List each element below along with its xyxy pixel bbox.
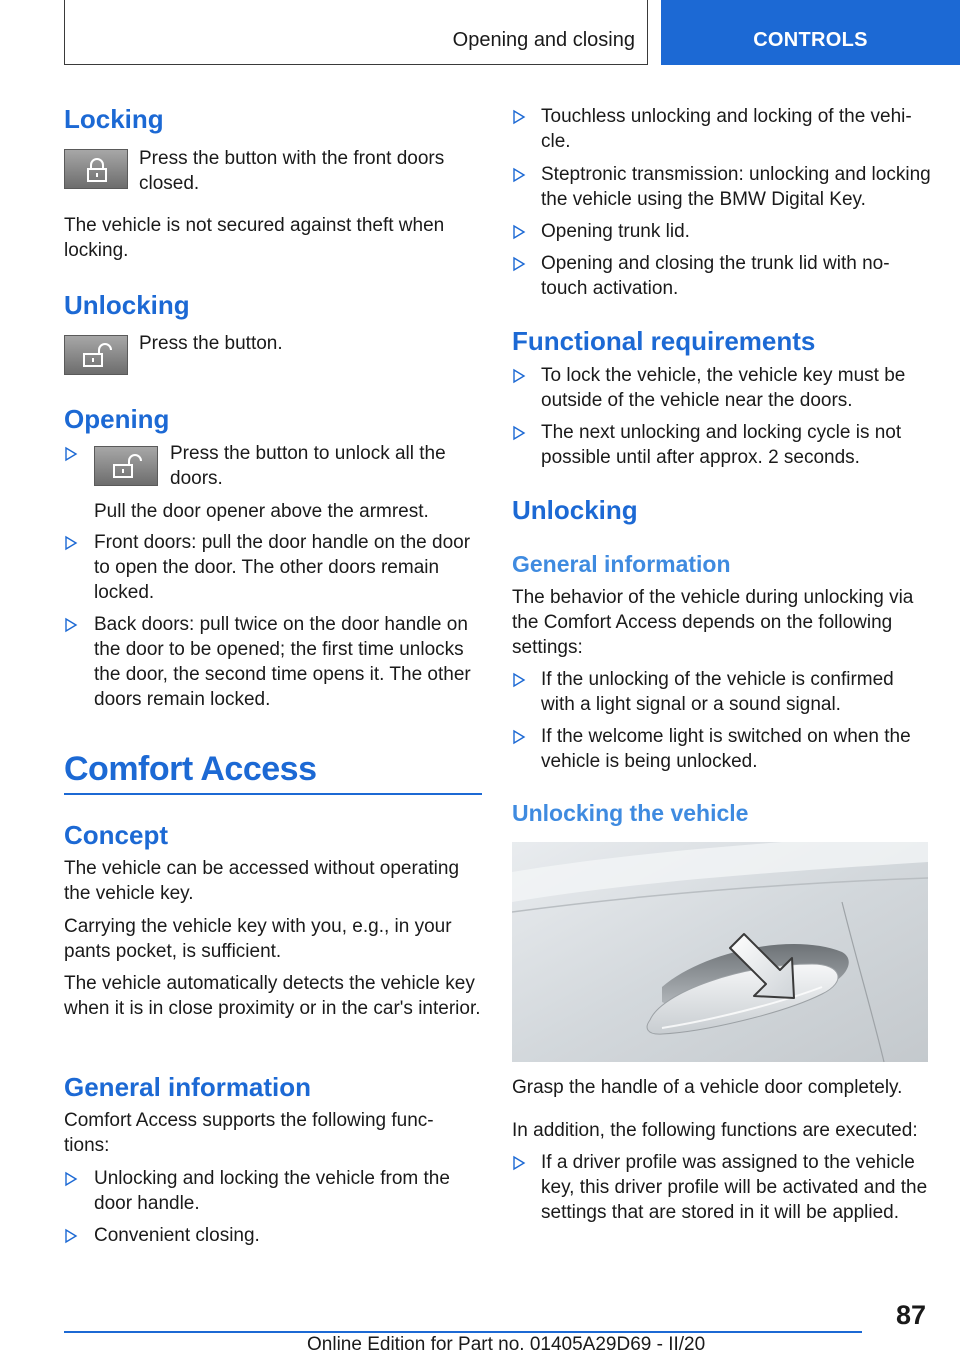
lock-icon bbox=[65, 150, 129, 190]
list-item: If the unlocking of the vehicle is confirmed with a light signal or a sound signal. bbox=[541, 669, 894, 715]
list-item: Convenient closing. bbox=[94, 1225, 260, 1246]
general-information-heading: General information bbox=[64, 1072, 312, 1102]
addition-text: In addition, the following functions are executed: bbox=[512, 1120, 918, 1141]
list-item: Back doors: pull twice on the door handle on the door to be opened; the first time unlocks the door, the second time opens it. The other doors remain locked. bbox=[94, 614, 471, 710]
locking-button-text: Press the button with the front doors closed. bbox=[139, 148, 445, 194]
unlocking-button-text: Press the button. bbox=[139, 333, 283, 354]
list-item: Opening and closing the trunk lid with no-touch activation. bbox=[541, 253, 890, 299]
bullet-icon bbox=[512, 109, 526, 125]
concept-heading: Concept bbox=[64, 820, 168, 850]
bullet-icon bbox=[64, 446, 78, 462]
unlocking-heading: Unlocking bbox=[64, 290, 190, 320]
general-intro: Comfort Access supports the following functions: bbox=[64, 1110, 434, 1156]
unlock-icon bbox=[95, 447, 159, 487]
bullet-icon bbox=[512, 368, 526, 384]
concept-paragraph: The vehicle can be accessed without operating the vehicle key. bbox=[64, 858, 460, 904]
bullet-icon bbox=[512, 425, 526, 441]
header-tab-controls[interactable] bbox=[661, 0, 960, 65]
bullet-icon bbox=[64, 535, 78, 551]
unlock-button-image bbox=[94, 446, 158, 486]
header-tab-label: CONTROLS bbox=[753, 29, 868, 51]
unlock-icon bbox=[65, 336, 129, 376]
general-information-subheading: General information bbox=[512, 551, 731, 577]
list-item: Unlocking and locking the vehicle from the door handle. bbox=[94, 1168, 450, 1214]
comfort-access-heading: Comfort Access bbox=[64, 750, 317, 788]
footer-edition: Online Edition for Part no. 01405A29D69 - II/20 bbox=[307, 1334, 706, 1355]
concept-paragraph: Carrying the vehicle key with you, e.g., in your pants pocket, is sufficient. bbox=[64, 916, 452, 962]
bullet-icon bbox=[512, 672, 526, 688]
list-item: Steptronic transmission: unlocking and locking the vehicle using the BMW Digital Key. bbox=[541, 164, 931, 210]
list-item: To lock the vehicle, the vehicle key must be outside of the vehicle near the doors. bbox=[541, 365, 906, 411]
door-handle-illustration bbox=[512, 842, 928, 1062]
grasp-text: Grasp the handle of a vehicle door completely. bbox=[512, 1077, 903, 1098]
locking-heading: Locking bbox=[64, 104, 164, 134]
bullet-icon bbox=[64, 1228, 78, 1244]
functional-requirements-heading: Functional requirements bbox=[512, 326, 816, 356]
page-number: 87 bbox=[895, 1300, 926, 1330]
header-frame bbox=[64, 0, 648, 65]
unlock-button-image bbox=[64, 335, 128, 375]
header-section-title: Opening and closing bbox=[452, 29, 635, 51]
bullet-icon bbox=[512, 224, 526, 240]
list-item: Pull the door opener above the armrest. bbox=[94, 501, 429, 522]
concept-paragraph: The vehicle automatically detects the vehicle key when it is in close proximity or in the car's interior. bbox=[64, 973, 481, 1019]
list-item: Opening trunk lid. bbox=[541, 221, 690, 242]
bullet-icon bbox=[64, 1171, 78, 1187]
bullet-icon bbox=[64, 617, 78, 633]
unlocking-heading-right: Unlocking bbox=[512, 495, 638, 525]
bullet-icon bbox=[512, 167, 526, 183]
list-item: Press the button to unlock all the doors. bbox=[170, 443, 446, 489]
list-item: The next unlocking and locking cycle is not possible until after approx. 2 seconds. bbox=[541, 422, 902, 468]
bullet-icon bbox=[512, 256, 526, 272]
bullet-icon bbox=[512, 1155, 526, 1171]
opening-heading: Opening bbox=[64, 404, 170, 434]
lock-button-image bbox=[64, 149, 128, 189]
list-item: If the welcome light is switched on when the vehicle is being unlocked. bbox=[541, 726, 911, 772]
list-item: Front doors: pull the door handle on the door to open the door. The other doors remain locked. bbox=[94, 532, 471, 603]
heading-rule bbox=[64, 793, 482, 795]
locking-note: The vehicle is not secured against theft when locking. bbox=[64, 215, 445, 261]
unlocking-general-text: The behavior of the vehicle during unlocking via the Comfort Access depends on the following settings: bbox=[512, 587, 914, 658]
footer-rule bbox=[64, 1331, 862, 1333]
bullet-icon bbox=[512, 729, 526, 745]
list-item: If a driver profile was assigned to the vehicle key, this driver profile will be activated and the settings that are stored in it will be applied. bbox=[541, 1152, 928, 1223]
list-item: Touchless unlocking and locking of the vehicle. bbox=[541, 106, 912, 152]
unlocking-vehicle-subheading: Unlocking the vehicle bbox=[512, 800, 749, 826]
